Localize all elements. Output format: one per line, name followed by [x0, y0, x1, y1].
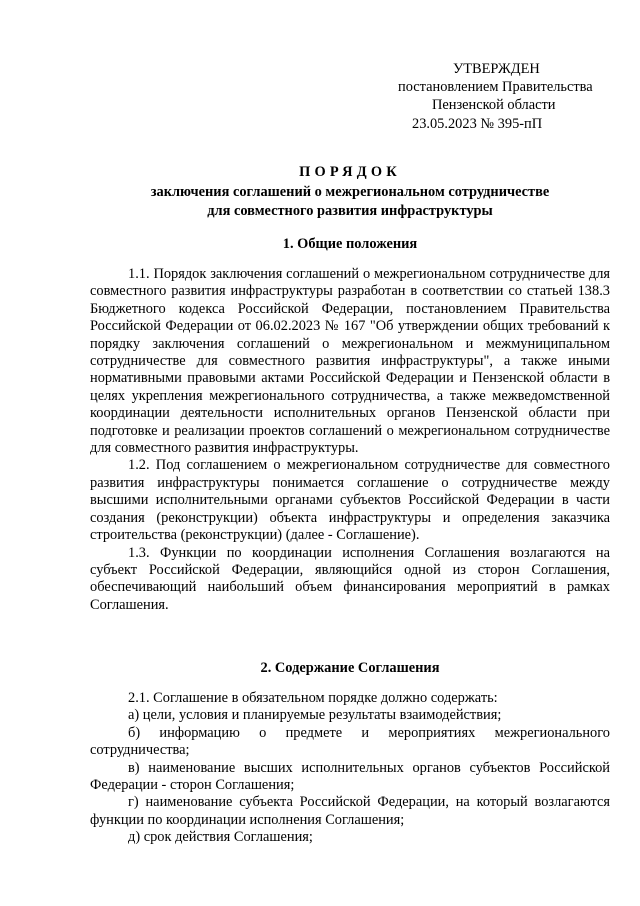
subtitle-line: заключения соглашений о межрегиональном сотрудничестве: [150, 184, 550, 200]
paragraph: 1.1. Порядок заключения соглашений о межрегиональном сотрудничестве для совместного развития инфраструктуры разработан в соответствии со статьей 138.3 Бюджетного кодекса Российской Федерации, постановлением Правительства Российской Федерации от 06.02.2023 № 167 "Об утверждении общих требований к порядку заключения соглашений о межрегиональном и межмуниципальном сотрудничестве для совместного развития инфраструктуры", а также иными нормативными правовыми актами Российской Федерации и Пензенской области в целях укрепления межрегионального сотрудничества, а также межведомственной координации деятельности исполнительных органов Пензенской области при подготовке и реализации проектов соглашений о межрегиональном сотрудничестве для совместного развития инфраструктуры.: [90, 266, 610, 457]
section-heading: 1. Общие положения: [282, 236, 418, 252]
list-item: г) наименование субъекта Российской Федерации, на который возлагаются функции по координации исполнения Соглашения;: [90, 794, 610, 828]
subtitle-line: для совместного развития инфраструктуры: [207, 203, 493, 219]
approval-stamp: [380, 60, 620, 133]
approval-status: УТВЕРЖДЕН: [453, 61, 540, 77]
approval-authority: постановлением Правительства: [398, 79, 593, 96]
approval-date-number: 23.05.2023 № 395-пП: [412, 115, 543, 132]
paragraph: 1.3. Функции по координации исполнения Соглашения возлагаются на субъект Российской Федерации, являющийся одной из сторон Соглашения, обеспечивающий наибольший объем финансирования мероприятий в рамках Соглашения.: [90, 544, 610, 613]
document-subtitle: [90, 183, 610, 221]
approval-region: Пензенской области: [432, 97, 556, 114]
list-item: а) цели, условия и планируемые результаты взаимодействия;: [128, 707, 502, 724]
document-title: ПОРЯДОК: [299, 164, 401, 180]
paragraph: 2.1. Соглашение в обязательном порядке должно содержать:: [128, 690, 498, 706]
list-item: в) наименование высших исполнительных органов субъектов Российской Федерации - сторон Соглашения;: [90, 759, 610, 794]
section-body: [90, 690, 610, 847]
list-item: б) информацию о предмете и мероприятиях межрегионального сотрудничества;: [90, 724, 610, 759]
paragraph: 1.2. Под соглашением о межрегиональном сотрудничестве для совместного развития инфраструктуры понимается соглашение о сотрудничестве между высшими исполнительными органами субъектов Российской Федерации в части создания (реконструкции) объекта инфраструктуры и определения заказчика строительства (реконструкции) (далее - Соглашение).: [90, 457, 610, 544]
list-item: д) срок действия Соглашения;: [128, 829, 313, 846]
section-heading: 2. Содержание Соглашения: [260, 660, 440, 676]
section-body: [90, 266, 610, 614]
